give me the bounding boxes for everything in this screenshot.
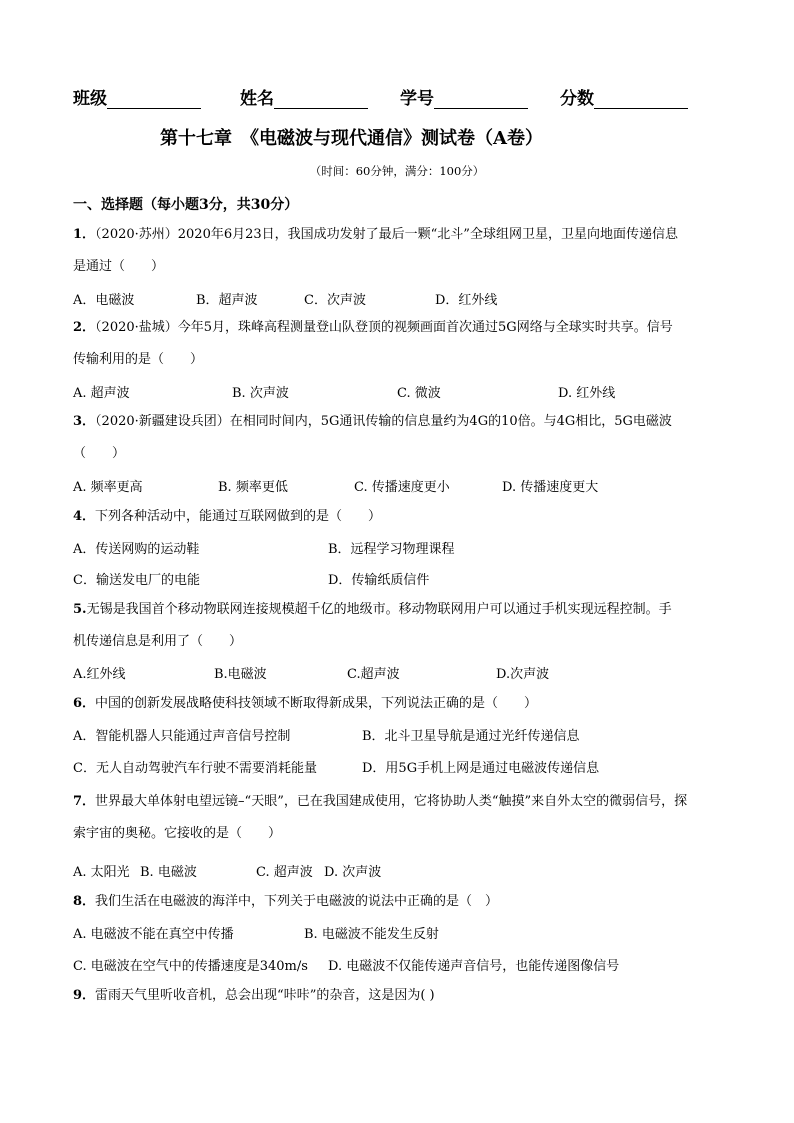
q6-option-d: D．用5G手机上网是通过电磁波传递信息 (362, 761, 600, 776)
q2-option-c: C. 微波 (397, 386, 441, 401)
question-8: 8．我们生活在电磁波的海洋中，下列关于电磁波的说法中正确的是（ ） (73, 894, 499, 909)
q1-option-d: D．红外线 (435, 293, 498, 308)
q3-option-b: B. 频率更低 (218, 480, 288, 495)
q4-option-b: B．远程学习物理课程 (328, 542, 455, 557)
q1-option-c: C．次声波 (304, 293, 366, 308)
id-field (400, 84, 528, 109)
question-text: （2020·苏州）2020年6月23日，我国成功发射了最后一颗“北斗”全球组网卫星，卫星向地面传递信息 (95, 227, 678, 242)
q8-option-d: D. 电磁波不仅能传递声音信号，也能传递图像信号 (328, 959, 620, 974)
score-label: 分数 (560, 89, 594, 109)
question-4: 4．下列各种活动中，能通过互联网做到的是（ ） (73, 509, 382, 524)
q1-option-a: A．电磁波 (73, 293, 135, 308)
question-3: 3．（2020·新疆建设兵团）在相同时间内，5G通讯传输的信息量约为4G的10倍。与4G相比，5G电磁波 （ ） (73, 414, 672, 461)
page-title: 第十七章 《电磁波与现代通信》测试卷（A卷） (160, 128, 543, 149)
q7-option-b: B. 电磁波 (140, 865, 197, 880)
q4-option-d: D．传输纸质信件 (328, 573, 430, 588)
question-5: 5.无锡是我国首个移动物联网连接规模超千亿的地级市。移动物联网用户可以通过手机实现远程控制。手 机传递信息是利用了（ ） (73, 602, 672, 649)
q7-option-c: C. 超声波 (256, 865, 313, 880)
q7-option-a: A. 太阳光 (73, 865, 130, 880)
name-blank (274, 91, 368, 109)
q5-option-b: B.电磁波 (214, 667, 267, 682)
score-blank (594, 91, 688, 109)
q7-option-d: D. 次声波 (324, 865, 382, 880)
q6-option-a: A．智能机器人只能通过声音信号控制 (73, 729, 291, 744)
q8-option-a: A. 电磁波不能在真空中传播 (73, 927, 234, 942)
q6-option-b: B．北斗卫星导航是通过光纤传递信息 (362, 729, 580, 744)
q4-option-a: A．传送网购的运动鞋 (73, 542, 200, 557)
question-text-cont: 是通过（ ） (73, 259, 165, 274)
page-subtitle: （时间：60分钟，满分：100分） (309, 164, 485, 178)
question-1 (73, 225, 678, 277)
class-label: 班级 (73, 89, 107, 109)
question-number: 1． (73, 227, 96, 242)
q5-option-d: D.次声波 (496, 667, 550, 682)
q3-option-c: C. 传播速度更小 (354, 480, 450, 495)
question-9: 9．雷雨天气里听收音机，总会出现“咔咔”的杂音，这是因为( ) (73, 988, 435, 1003)
question-7: 7．世界最大单体射电望远镜–“天眼”，已在我国建成使用，它将协助人类“触摸”来自外太空的微弱信号，探 索宇宙的奥秘。它接收的是（ ） (73, 794, 688, 841)
q2-option-b: B. 次声波 (232, 386, 289, 401)
q3-option-a: A. 频率更高 (73, 480, 143, 495)
q5-option-a: A.红外线 (73, 667, 126, 682)
q8-option-b: B. 电磁波不能发生反射 (304, 927, 439, 942)
q8-option-c: C. 电磁波在空气中的传播速度是340m/s (73, 959, 308, 974)
name-label: 姓名 (240, 89, 274, 109)
score-field (560, 84, 688, 109)
q5-option-c: C.超声波 (347, 667, 400, 682)
id-blank (434, 91, 528, 109)
q1-option-b: B．超声波 (196, 293, 258, 308)
q4-option-c: C．输送发电厂的电能 (73, 573, 200, 588)
q3-option-d: D. 传播速度更大 (502, 480, 599, 495)
section-title: 一、选择题（每小题3分，共30分） (73, 197, 299, 213)
id-label: 学号 (400, 89, 434, 109)
q2-option-d: D. 红外线 (558, 386, 616, 401)
class-blank (107, 91, 201, 109)
q6-option-c: C．无人自动驾驶汽车行驶不需要消耗能量 (73, 761, 317, 776)
question-2: 2．（2020·盐城）今年5月，珠峰高程测量登山队登顶的视频画面首次通过5G网络与全球实时共享。信号 传输利用的是（ ） (73, 320, 673, 367)
class-field (73, 84, 201, 109)
question-6: 6．中国的创新发展战略使科技领域不断取得新成果，下列说法正确的是（ ） (73, 696, 538, 711)
q2-option-a: A. 超声波 (73, 386, 130, 401)
name-field (240, 84, 368, 109)
